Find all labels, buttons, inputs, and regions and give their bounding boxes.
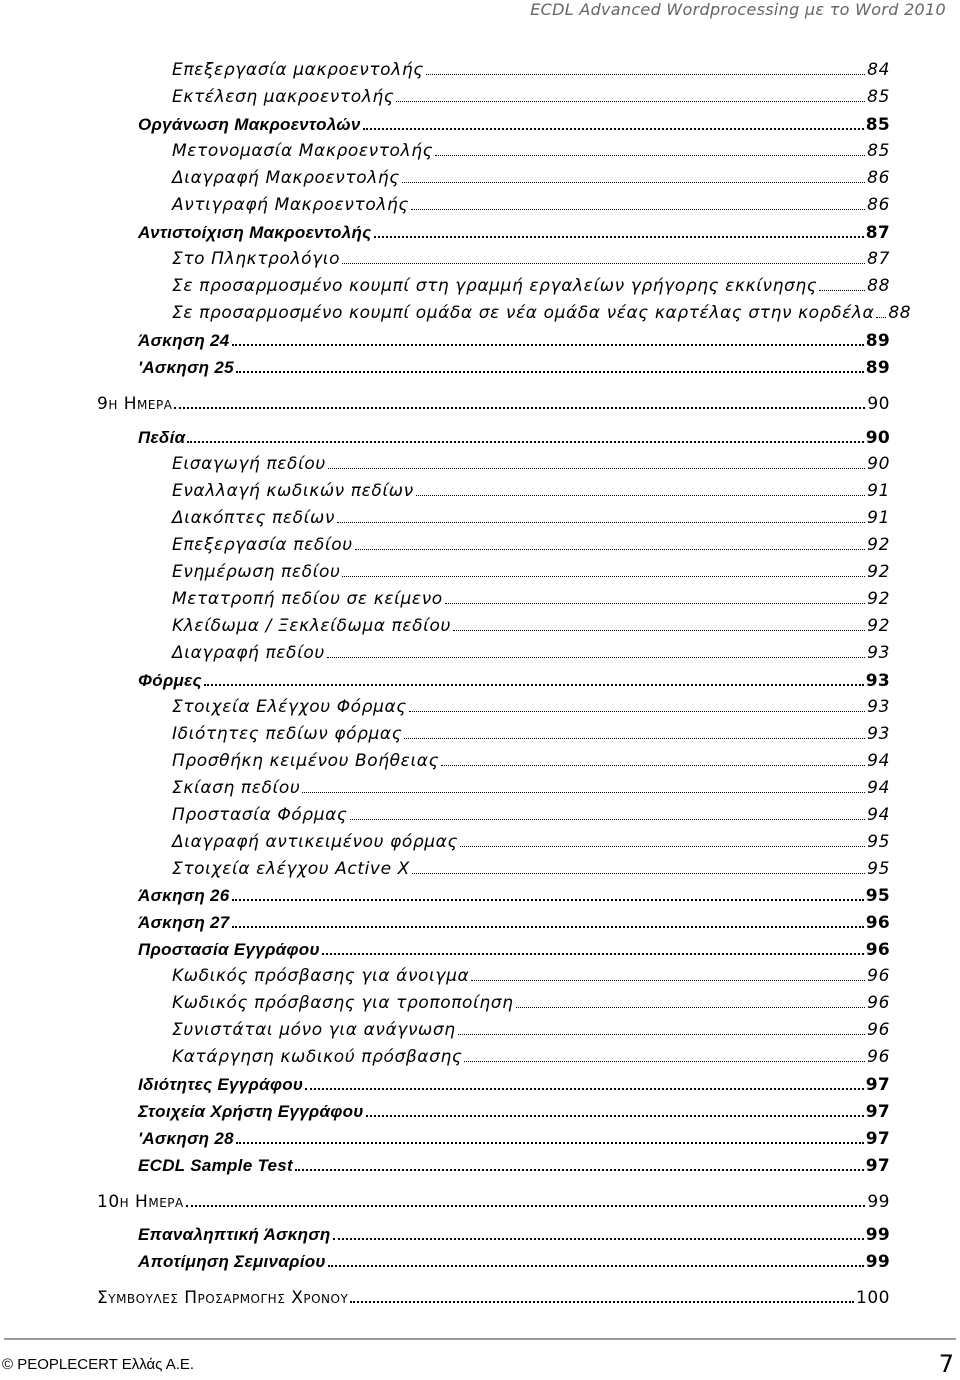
toc-dot-leader (411, 192, 865, 210)
toc-entry[interactable] (138, 1152, 890, 1176)
toc-entry-title: Οργάνωση Μακροεντολών (138, 115, 361, 134)
toc-dot-leader (355, 532, 866, 550)
toc-page-number: 90 (867, 394, 890, 414)
toc-entry-title: Στοιχεία ελέγχου Active X (172, 859, 410, 879)
toc-entry-title: Αντιγραφή Μακροεντολής (172, 195, 409, 215)
toc-entry-title: ECDL Sample Test (138, 1156, 294, 1175)
toc-page-number: 96 (867, 1047, 890, 1067)
toc-entry-title: Επεξεργασία μακροεντολής (172, 60, 424, 80)
toc-entry-title: Σκίαση πεδίου (172, 778, 301, 798)
toc-entry[interactable] (172, 451, 890, 474)
toc-entry-title: Μετατροπή πεδίου σε κείμενο (172, 589, 443, 609)
toc-dot-leader (295, 1152, 864, 1171)
toc-dot-leader (328, 1248, 864, 1267)
toc-page-number: 92 (867, 535, 890, 555)
toc-page-number: 88 (867, 276, 890, 296)
toc-entry[interactable] (172, 532, 890, 555)
toc-dot-leader (174, 390, 865, 409)
toc-entry-title: Διαγραφή αντικειμένου φόρμας (172, 832, 459, 852)
toc-entry-title: Άσκηση 24 (138, 331, 230, 350)
toc-dot-leader (426, 57, 865, 75)
toc-page-number: 87 (867, 249, 890, 269)
running-header: ECDL Advanced Wordprocessing με το Word 2010 (530, 0, 946, 19)
toc-page-number: 96 (867, 1020, 890, 1040)
toc-page-number: 84 (867, 60, 890, 80)
toc-dot-leader (236, 354, 864, 373)
toc-dot-leader (232, 909, 864, 928)
toc-page-number: 93 (867, 643, 890, 663)
toc-entry[interactable] (138, 1071, 890, 1095)
toc-entry[interactable] (138, 111, 890, 135)
toc-page-number: 99 (865, 1225, 890, 1245)
toc-dot-leader (402, 165, 865, 183)
toc-page-number: 97 (865, 1102, 890, 1122)
toc-entry[interactable] (138, 1098, 890, 1122)
toc-entry-title: Διαγραφή πεδίου (172, 643, 325, 663)
toc-dot-leader (363, 111, 864, 130)
toc-dot-leader (328, 451, 865, 469)
footer-page-number: 7 (938, 1350, 954, 1378)
toc-dot-leader (350, 1284, 854, 1303)
toc-entry[interactable] (138, 667, 890, 691)
toc-entry[interactable] (172, 300, 912, 323)
toc-entry-title: 'Ασκηση 28 (138, 1129, 234, 1148)
toc-entry[interactable] (97, 390, 890, 414)
toc-dot-leader (471, 963, 865, 981)
toc-page-number: 92 (867, 616, 890, 636)
toc-entry[interactable] (172, 1017, 890, 1040)
toc-entry[interactable] (138, 354, 890, 378)
toc-entry[interactable] (172, 856, 890, 879)
toc-dot-leader (342, 559, 865, 577)
toc-dot-leader (445, 586, 865, 604)
toc-entry-title: Ενημέρωση πεδίου (172, 562, 341, 582)
toc-dot-leader (435, 138, 865, 156)
toc-dot-leader (305, 1071, 863, 1090)
toc-entry[interactable] (172, 165, 890, 188)
toc-entry[interactable] (138, 424, 890, 448)
toc-dot-leader (516, 990, 866, 1008)
toc-entry-title: Σε προσαρμοσμένο κουμπί ομάδα σε νέα ομάδα νέας καρτέλας στην κορδέλα (172, 303, 875, 323)
toc-entry-title: Συνιστάται μόνο για ανάγνωση (172, 1020, 456, 1040)
toc-entry[interactable] (138, 1221, 890, 1245)
toc-entry-title: Κλείδωμα / Ξεκλείδωμα πεδίου (172, 616, 451, 636)
toc-entry[interactable] (172, 775, 890, 798)
toc-page-number: 99 (867, 1192, 890, 1212)
toc-entry-title: Ιδιότητες πεδίων φόρμας (172, 724, 403, 744)
toc-entry-title: Εναλλαγή κωδικών πεδίων (172, 481, 414, 501)
toc-entry[interactable] (172, 57, 890, 80)
toc-entry-title: Πεδία (138, 428, 186, 447)
toc-entry-title: 9η Ημερα (97, 394, 173, 414)
toc-page-number: 96 (865, 913, 890, 933)
footer-divider (4, 1338, 956, 1340)
toc-entry[interactable] (138, 1248, 890, 1272)
toc-entry-title: Προσθήκη κειμένου Βοήθειας (172, 751, 440, 771)
toc-entry-title: Αποτίμηση Σεμιναρίου (138, 1252, 326, 1271)
toc-entry[interactable] (172, 1044, 890, 1067)
toc-page-number: 90 (867, 454, 890, 474)
toc-entry-title: Κωδικός πρόσβασης για άνοιγμα (172, 966, 470, 986)
toc-entry[interactable] (138, 219, 890, 243)
toc-entry[interactable] (172, 192, 890, 215)
toc-entry-title: Ιδιότητες Εγγράφου (138, 1075, 304, 1094)
toc-page-number: 96 (867, 993, 890, 1013)
toc-entry[interactable] (172, 273, 890, 296)
toc-dot-leader (232, 327, 864, 346)
toc-dot-leader (232, 882, 864, 901)
toc-entry-title: Διαγραφή Μακροεντολής (172, 168, 400, 188)
toc-page-number: 94 (867, 778, 890, 798)
toc-dot-leader (327, 640, 865, 658)
toc-dot-leader (404, 721, 865, 739)
toc-entry-title: Στοιχεία Χρήστη Εγγράφου (138, 1102, 364, 1121)
toc-entry-title: Συμβουλες Προσαρμογης Χρονου (97, 1288, 349, 1308)
toc-dot-leader (819, 273, 865, 291)
toc-entry-title: Μετονομασία Μακροεντολής (172, 141, 434, 161)
toc-dot-leader (453, 613, 865, 631)
toc-entry-title: Αντιστοίχιση Μακροεντολής (138, 223, 372, 242)
toc-entry[interactable] (172, 990, 890, 1013)
toc-page-number: 91 (867, 508, 890, 528)
toc-entry[interactable] (172, 478, 890, 501)
toc-entry-title: Φόρμες (138, 671, 202, 690)
toc-page-number: 92 (867, 562, 890, 582)
toc-page-number: 97 (865, 1156, 890, 1176)
toc-entry-title: Διακόπτες πεδίων (172, 508, 335, 528)
toc-dot-leader (204, 667, 864, 686)
toc-entry-title: Επεξεργασία πεδίου (172, 535, 353, 555)
toc-page-number: 94 (867, 805, 890, 825)
toc-page-number: 95 (865, 886, 890, 906)
toc-page-number: 89 (865, 331, 890, 351)
toc-entry-title: Εκτέλεση μακροεντολής (172, 87, 395, 107)
toc-entry-title: Στοιχεία Ελέγχου Φόρμας (172, 697, 407, 717)
toc-entry-title: Άσκηση 27 (138, 913, 230, 932)
toc-page-number: 100 (856, 1288, 890, 1308)
toc-entry[interactable] (138, 936, 890, 960)
toc-page-number: 87 (865, 223, 890, 243)
toc-page-number: 89 (865, 358, 890, 378)
toc-entry-title: Εισαγωγή πεδίου (172, 454, 326, 474)
toc-entry[interactable] (172, 246, 890, 269)
toc-entry-title: Στο Πληκτρολόγιο (172, 249, 341, 269)
toc-entry-title: Προστασία Φόρμας (172, 805, 348, 825)
toc-entry-title: Κωδικός πρόσβασης για τροποποίηση (172, 993, 514, 1013)
toc-page-number: 96 (865, 940, 890, 960)
toc-page-number: 93 (867, 697, 890, 717)
toc-entry[interactable] (97, 1188, 890, 1212)
toc-dot-leader (342, 246, 865, 264)
toc-dot-leader (374, 219, 864, 238)
toc-entry[interactable] (172, 963, 890, 986)
toc-entry[interactable] (172, 694, 890, 717)
toc-entry[interactable] (138, 1125, 890, 1149)
toc-page-number: 92 (867, 589, 890, 609)
toc-page-number: 86 (867, 168, 890, 188)
toc-page-number: 97 (865, 1075, 890, 1095)
toc-page-number: 85 (867, 141, 890, 161)
toc-entry[interactable] (172, 559, 890, 582)
toc-dot-leader (412, 856, 865, 874)
toc-entry[interactable] (97, 1284, 890, 1308)
toc-entry-title: Άσκηση 26 (138, 886, 230, 905)
toc-entry[interactable] (138, 909, 890, 933)
toc-dot-leader (409, 694, 865, 712)
toc-dot-leader (322, 936, 864, 955)
toc-page-number: 95 (867, 832, 890, 852)
footer-copyright: © PEOPLECERT Ελλάς Α.Ε. (2, 1356, 195, 1373)
toc-page-number: 96 (867, 966, 890, 986)
toc-entry[interactable] (138, 327, 890, 351)
toc-page-number: 93 (865, 671, 890, 691)
toc-dot-leader (236, 1125, 864, 1144)
toc-dot-leader (186, 1188, 866, 1207)
toc-dot-leader (458, 1017, 866, 1035)
toc-entry[interactable] (172, 505, 890, 528)
toc-page-number: 88 (888, 303, 912, 323)
toc-dot-leader (366, 1098, 864, 1117)
toc-dot-leader (302, 775, 865, 793)
toc-dot-leader (350, 802, 866, 820)
toc-entry[interactable] (172, 640, 890, 663)
toc-entry[interactable] (172, 802, 890, 825)
toc-entry-title: Επαναληπτική Άσκηση (138, 1225, 331, 1244)
toc-dot-leader (396, 84, 865, 102)
toc-entry[interactable] (172, 84, 890, 107)
toc-entry-title: 'Ασκηση 25 (138, 358, 234, 377)
toc-entry-title: 10η Ημερα (97, 1192, 184, 1212)
toc-page-number: 91 (867, 481, 890, 501)
toc-entry[interactable] (172, 586, 890, 609)
toc-entry[interactable] (138, 882, 890, 906)
toc-dot-leader (441, 748, 865, 766)
toc-dot-leader (876, 300, 886, 318)
toc-dot-leader (460, 829, 865, 847)
toc-page-number: 99 (865, 1252, 890, 1272)
toc-entry-title: Σε προσαρμοσμένο κουμπί στη γραμμή εργαλείων γρήγορης εκκίνησης (172, 276, 818, 296)
toc-page-number: 95 (867, 859, 890, 879)
toc-entry-title: Κατάργηση κωδικού πρόσβασης (172, 1047, 463, 1067)
toc-entry[interactable] (172, 748, 890, 771)
toc-dot-leader (187, 424, 863, 443)
toc-page-number: 90 (865, 428, 890, 448)
toc-entry-title: Προστασία Εγγράφου (138, 940, 320, 959)
toc-dot-leader (333, 1221, 864, 1240)
toc-page-number: 86 (867, 195, 890, 215)
toc-dot-leader (464, 1044, 865, 1062)
toc-page-number: 85 (865, 115, 890, 135)
toc-page-number: 97 (865, 1129, 890, 1149)
toc-page-number: 93 (867, 724, 890, 744)
toc-entry[interactable] (172, 613, 890, 636)
toc-page-number: 85 (867, 87, 890, 107)
toc-entry[interactable] (172, 721, 890, 744)
toc-page-number: 94 (867, 751, 890, 771)
toc-entry[interactable] (172, 138, 890, 161)
toc-dot-leader (337, 505, 865, 523)
toc-dot-leader (416, 478, 865, 496)
toc-entry[interactable] (172, 829, 890, 852)
